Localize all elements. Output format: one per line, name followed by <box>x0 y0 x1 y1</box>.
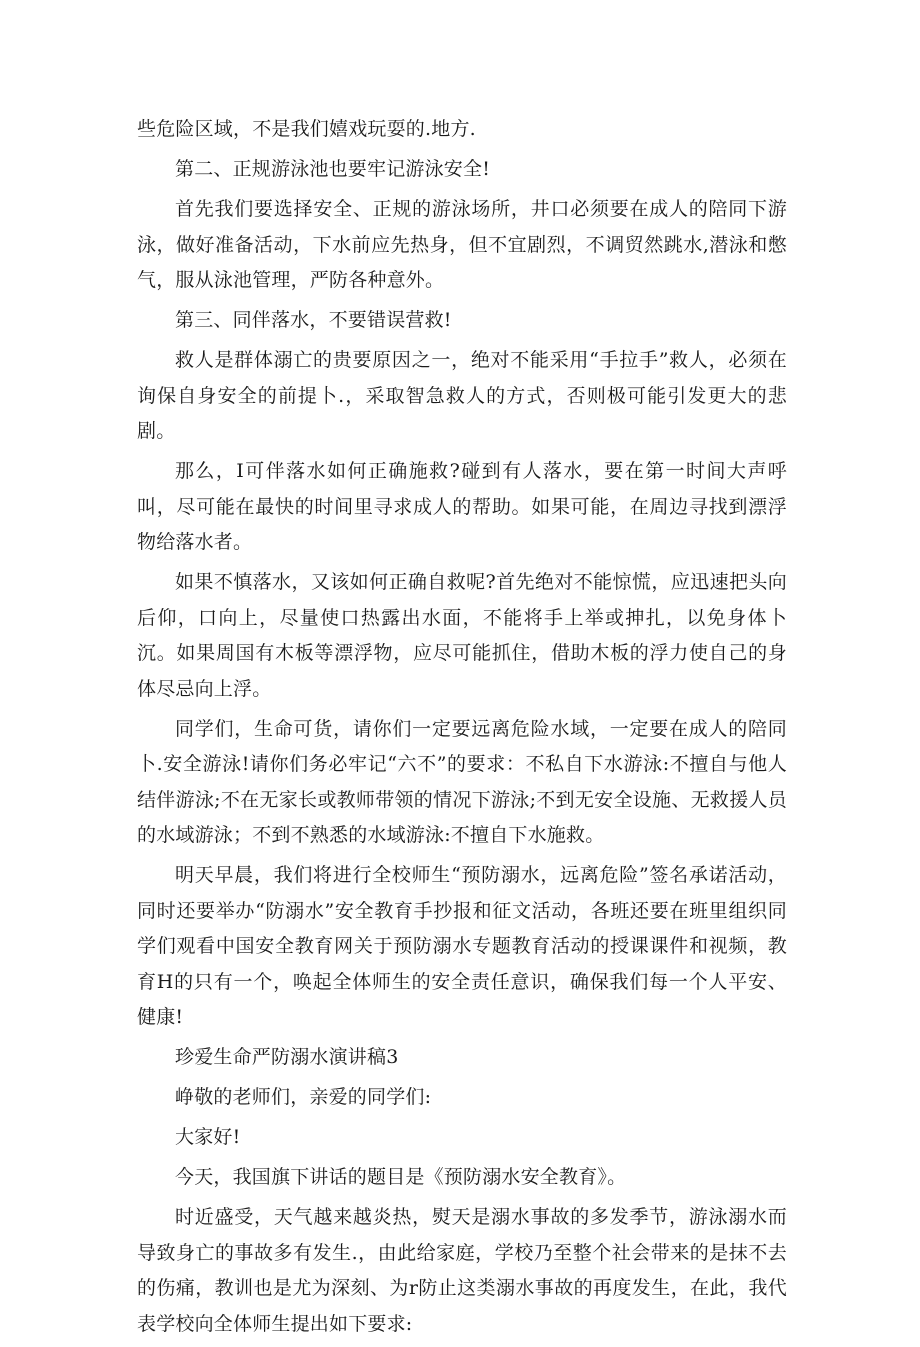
paragraph-1: 些危险区域，不是我们嬉戏玩耍的.地方. <box>137 118 476 140</box>
paragraph-4: 第三、同伴落水，不要错误营救! <box>175 309 452 331</box>
paragraph-6: 那么，I可伴落水如何正确施救?碰到有人落水，要在第一时间大声呼叫，尽可能在最快的时间里寻求成人的帮助。如果可能，在周边寻找到漂浮物给落水者。 <box>137 460 787 553</box>
paragraph-3: 首先我们要选择安全、正规的游泳场所，井口必须要在成人的陪同下游泳，做好准备活动，下水前应先热身，但不宜剧烈，不调贸然跳水,潜泳和憋气，服从泳池管理，严防各种意外。 <box>137 198 787 291</box>
paragraph-9: 明天早晨，我们将进行全校师生“预防溺水，远离危险”签名承诺活动，同时还要举办“防溺水”安全教育手抄报和征文活动，各班还要在班里组织同学们观看中国安全教育网关于预防溺水专题教育活动的授课课件和视频，教育H的只有一个，唤起全体师生的安全责任意识，确保我们每一个人平安、健康! <box>137 864 787 1028</box>
paragraph-8: 同学们，生命可货，请你们一定要远离危险水域，一定要在成人的陪同卜.安全游泳!请你们务必牢记“六不”的要求：不私自下水游泳:不擅自与他人结伴游泳;不在无家长或教师带领的情况下游泳;不到无安全设施、无救援人员的水域游泳；不到不熟悉的水域游泳:不擅自下水施救。 <box>137 717 787 846</box>
salutation: 峥敬的老师们，亲爱的同学们: <box>175 1086 432 1108</box>
paragraph-2: 第二、正规游泳池也要牢记游泳安全! <box>175 158 491 180</box>
document-body <box>137 112 787 1347</box>
paragraph-13: 今天，我国旗下讲话的题目是《预防溺水安全教育》。 <box>175 1166 627 1188</box>
paragraph-14: 时近盛受，天气越来越炎热，熨天是溺水事故的多发季节，游泳溺水而导致身亡的事故多有发生.，由此给家庭，学校乃至整个社会带来的是抹不去的伤痛，教训也是尤为深刻、为r防止这类溺水事故的再度发生，在此，我代表学校向全体师生提出如下要求: <box>137 1206 787 1335</box>
greeting: 大家好! <box>175 1126 241 1148</box>
section-heading: 珍爱生命严防溺水演讲稿3 <box>175 1046 399 1068</box>
paragraph-7: 如果不慎落水，又该如何正确自救呢?首先绝对不能惊慌，应迅速把头向后仰，口向上，尽量使口热露出水面，不能将手上举或抻扎，以免身体卜沉。如果周国有木板等漂浮物，应尽可能抓住，借助木板的浮力使自己的身体尽忌向上浮。 <box>137 571 787 700</box>
paragraph-5: 救人是群体溺亡的贵要原因之一，绝对不能采用“手拉手”救人，必须在询保自身安全的前提卜.，采取智急救人的方式，否则极可能引发更大的悲剧。 <box>137 349 787 442</box>
